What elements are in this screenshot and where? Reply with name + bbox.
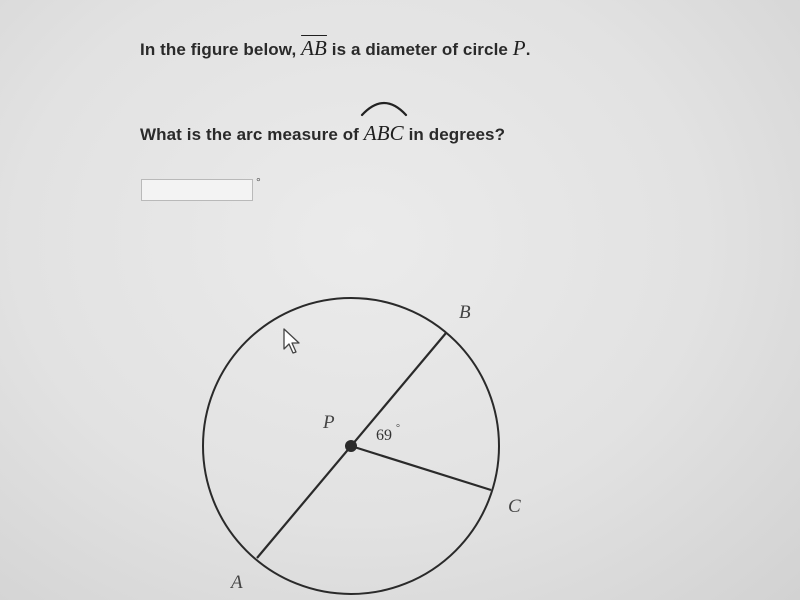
arc-abc-label: ABC <box>363 121 404 145</box>
question-text: is a diameter of circle <box>331 40 508 59</box>
point-a-label: A <box>231 572 243 593</box>
circle-name-label: P <box>512 36 526 60</box>
center-point <box>345 440 357 452</box>
segment-ab-label: $\overline{AB}$ <box>301 36 327 60</box>
answer-degree-unit: ° <box>256 175 261 189</box>
question-text: In the figure below, <box>140 40 297 59</box>
point-c-label: C <box>508 496 521 517</box>
cursor-pointer-icon <box>284 329 299 353</box>
angle-degree-mark: ° <box>396 423 400 434</box>
question-text: What is the arc measure of <box>140 125 359 144</box>
angle-value-label: 69 <box>376 427 392 444</box>
point-b-label: B <box>459 302 471 323</box>
question-text: in degrees? <box>408 125 506 144</box>
radius-pc <box>351 446 491 490</box>
question-period: . <box>525 40 531 59</box>
center-p-label: P <box>323 412 335 433</box>
